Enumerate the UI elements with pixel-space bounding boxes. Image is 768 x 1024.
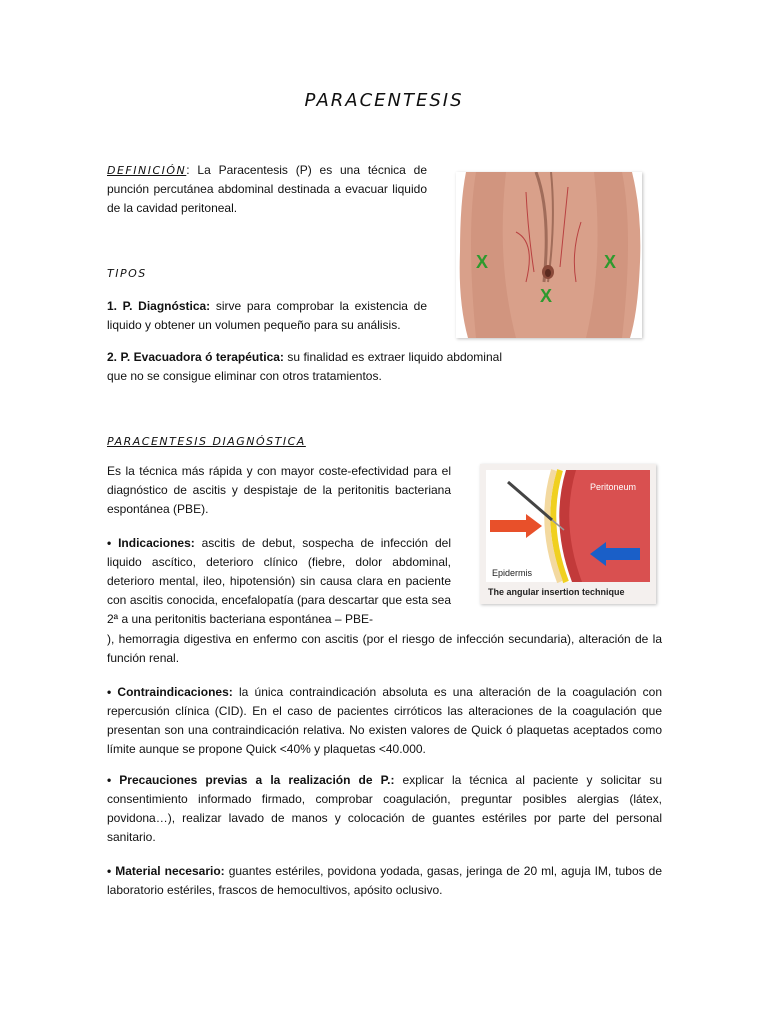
- tipo-1-paragraph: [107, 297, 427, 335]
- material-label: • Material necesario:: [107, 864, 225, 878]
- contraindicaciones-label: • Contraindicaciones:: [107, 685, 233, 699]
- precauciones-label: • Precauciones previas a la realización de P.:: [107, 773, 395, 787]
- peritoneum-label: Peritoneum: [590, 482, 637, 492]
- puncture-mark-right: X: [604, 252, 617, 272]
- contraindicaciones-text: la única contraindicación absoluta es una alteración de la coagulación con repercusión clínica (CID). En el caso de pacientes cirróticos las alteraciones de la coagulación que presentan son una contraindicación relativa. No existen valores de Quick ó plaquetas aceptados como límite aunque se propone Quick <40% y plaquetas <40.000.: [107, 685, 662, 756]
- abdomen-image: [456, 172, 642, 338]
- precauciones-text: explicar la técnica al paciente y solicitar su consentimiento informado firmado, comprobar coagulación, preguntar posibles alergias (látex, povidona…), realizar lavado de manos y colocación de guantes estériles por parte del personal sanitario.: [107, 773, 662, 844]
- diagnostica-heading: PARACENTESIS DIAGNÓSTICA: [107, 435, 306, 448]
- tipo-2-label: 2. P. Evacuadora ó terapéutica:: [107, 350, 284, 364]
- material-text: guantes estériles, povidona yodada, gasas, jeringa de 20 ml, aguja IM, tubos de laboratorio estériles, frascos de hemocultivos, apósito oclusivo.: [107, 864, 663, 897]
- tipo-1-label: 1. P. Diagnóstica:: [107, 299, 211, 313]
- indicaciones-text-a: ascitis de debut, sospecha de infección del liquido ascítico, deterioro clínico (fiebre, dolor abdominal, deterioro mental, ileo, hipotensión) sin causa clara en paciente con ascitis conocida, encefalopatía (para descartar que esta sea 2ª a una peritonitis bacteriana espontánea – PBE-: [107, 536, 451, 626]
- indicaciones-label: • Indicaciones:: [107, 536, 195, 550]
- definition-paragraph: [107, 161, 427, 218]
- contraindicaciones-paragraph: [107, 683, 662, 759]
- definition-label: DEFINICIÓN: [107, 164, 187, 177]
- epidermis-label: Epidermis: [492, 568, 533, 578]
- material-paragraph: [107, 862, 662, 900]
- tipo-2-text: su finalidad es extraer liquido abdominal que no se consigue eliminar con otros tratamientos.: [107, 350, 502, 383]
- tipo-2-paragraph: [107, 348, 502, 386]
- document-title: PARACENTESIS: [304, 90, 464, 111]
- diagnostica-intro: Es la técnica más rápida y con mayor coste-efectividad para el diagnóstico de ascitis y despistaje de la peritonitis bacteriana espontánea (PBE).: [107, 464, 451, 516]
- tipo-1-text: sirve para comprobar la existencia de liquido y obtener un volumen pequeño para su análisis.: [107, 299, 427, 332]
- indicaciones-paragraph-a: [107, 534, 451, 629]
- indicaciones-paragraph-b: ), hemorragia digestiva en enfermo con ascitis (por el riesgo de infección secundaria), alteración de la función renal.: [107, 632, 662, 665]
- figure-caption: The angular insertion technique: [488, 587, 625, 597]
- insertion-technique-figure: [480, 464, 656, 604]
- definition-text: : La Paracentesis (P) es una técnica de punción percutánea abdominal destinada a evacuar liquido de la cavidad peritoneal.: [107, 163, 427, 215]
- puncture-mark-left: X: [476, 252, 489, 272]
- tipos-heading: TIPOS: [107, 267, 147, 280]
- precauciones-paragraph: [107, 771, 662, 847]
- puncture-mark-bottom: X: [540, 286, 553, 306]
